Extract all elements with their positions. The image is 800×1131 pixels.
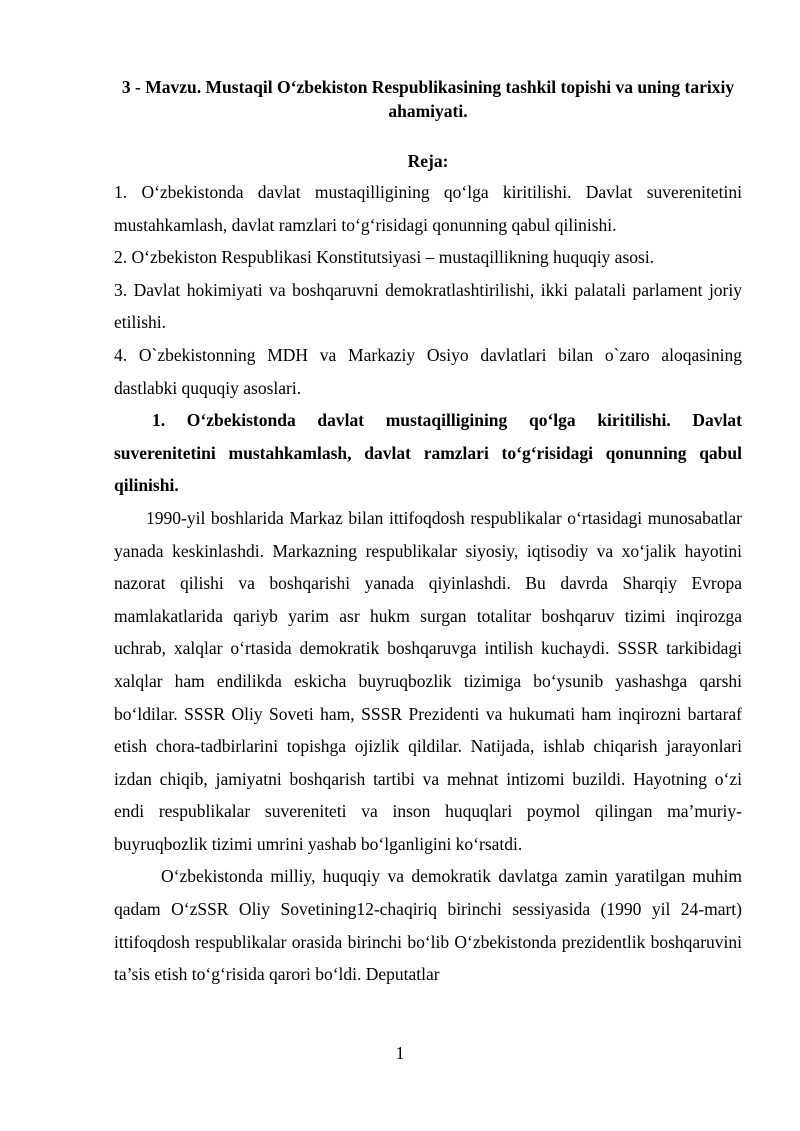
- plan-heading: Reja:: [407, 151, 449, 171]
- plan-item-2: 2. O‘zbekiston Respublikasi Konstitutsiyasi – mustaqillikning huquqiy asosi.: [114, 247, 655, 268]
- body-paragraph-2: O‘zbekistonda milliy, huquqiy va demokratik davlatga zamin yaratilgan muhim qadam O‘zSSR Oliy Sovetining12-chaqiriq birinchi sessiyasida (1990 yil 24-mart) ittifoqdosh respublikalar orasida birinchi bo‘lib O‘zbekistonda prezidentlik boshqaruvini ta’sis etish to‘g‘risida qarori bo‘ldi. Deputatlar: [114, 866, 742, 985]
- section-heading: 1. O‘zbekistonda davlat mustaqilligining qo‘lga kiritilishi. Davlat suverenitetini mustahkamlash, davlat ramzlari to‘g‘risidagi qonunning qabul qilinishi.: [114, 410, 742, 496]
- plan-item-4: 4. O`zbekistonning MDH va Markaziy Osiyo davlatlari bilan o`zaro aloqasining dastlabki ququqiy asoslari.: [114, 344, 742, 398]
- title-text: . Mustaqil O‘zbekiston Respublikasining tashkil topishi va uning tarixiy ahamiyati.: [196, 77, 735, 121]
- plan-item-1: 1. O‘zbekistonda davlat mustaqilligining qo‘lga kiritilishi. Davlat suverenitetini mustahkamlash, davlat ramzlari to‘g‘risidagi qonunning qabul qilinishi.: [114, 182, 742, 235]
- plan-item-3: 3. Davlat hokimiyati va boshqaruvni demokratlashtirilishi, ikki palatali parlament joriy etilishi.: [114, 279, 742, 333]
- body-paragraph-1: 1990-yil boshlarida Markaz bilan ittifoqdosh respublikalar o‘rtasidagi munosabatlar yanada keskinlashdi. Markazning respublikalar siyosiy, iqtisodiy va xo‘jalik hayotini nazorat qilishi va boshqarishi yanada qiyinlashdi. Bu davrda Sharqiy Evropa mamlakatlarida qariyb yarim asr hukm surgan totalitar boshqaruv tizimi inqirozga uchrab, xalqlar o‘rtasida demokratik boshqaruvga intilish kuchaydi. SSSR tarkibidagi xalqlar ham endilikda eskicha buyruqbozlik tizimiga bo‘ysunib yashashga qarshi bo‘ldilar. SSSR Oliy Soveti ham, SSSR Prezidenti va hukumati ham inqirozni bartaraf etish chora-tadbirlarini topishga ojizlik qildilar. Natijada, ishlab chiqarish jarayonlari izdan chiqib, jamiyatni boshqarish tartibi va mehnat intizomi buzildi. Hayotning o‘zi endi respublikalar suvereniteti va inson huquqlari poymol qilingan ma’muriy-buyruqbozlik tizimi umrini yashab bo‘lganligini ko‘rsatdi.: [114, 507, 742, 854]
- page-number: 1: [395, 1043, 405, 1063]
- document-page: [114, 71, 742, 991]
- document-title: [114, 75, 742, 123]
- title-prefix: 3 - Mavzu: [121, 77, 197, 97]
